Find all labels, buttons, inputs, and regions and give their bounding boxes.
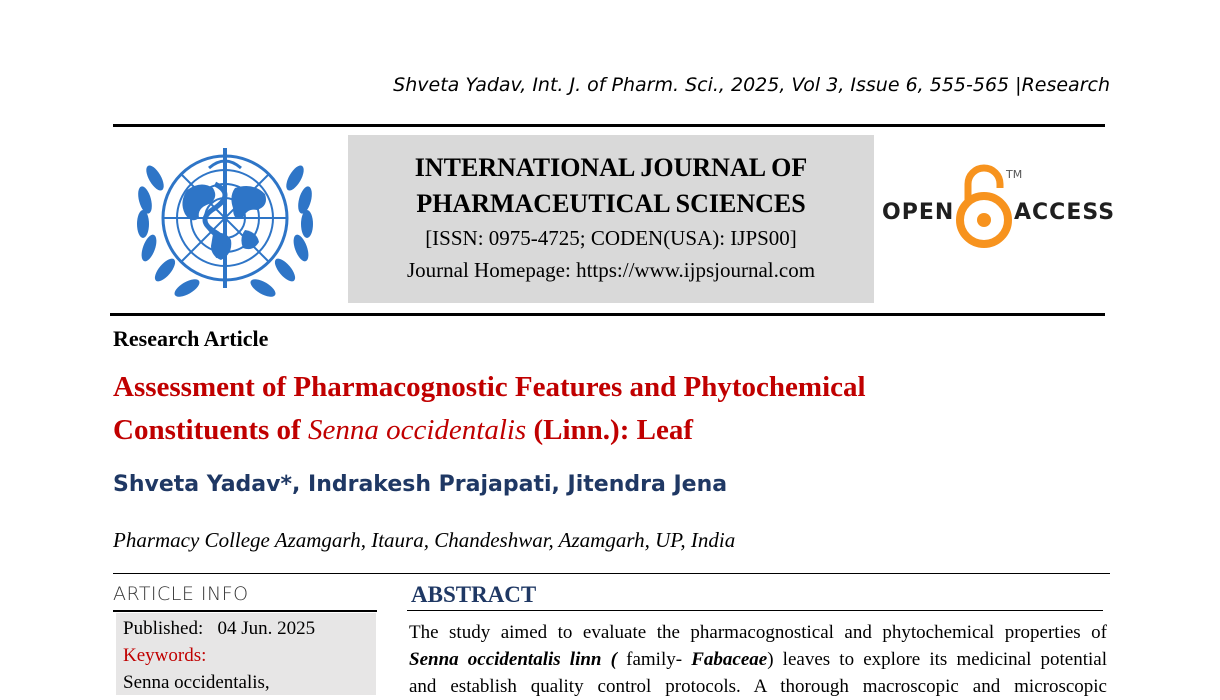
abstract-family: Fabaceae	[691, 649, 768, 670]
journal-homepage: Journal Homepage: https://www.ijpsjournal.com	[406, 258, 816, 282]
article-info-heading: ARTICLE INFO	[113, 583, 249, 605]
keyword-item: Senna occidentalis,	[123, 672, 270, 693]
open-access-logo	[880, 162, 1116, 257]
affiliation: Pharmacy College Azamgarh, Itaura, Chandeshwar, Azamgarh, UP, India	[113, 528, 736, 552]
journal-title-line1: INTERNATIONAL JOURNAL OF	[414, 153, 808, 182]
title-part2: Constituents of	[113, 414, 308, 446]
published-row	[123, 615, 376, 642]
published-date: 04 Jun. 2025	[217, 618, 316, 639]
article-info-box	[116, 613, 376, 695]
access-label: ACCESS	[1014, 200, 1116, 225]
journal-info-box	[348, 135, 874, 303]
header-rule-bottom	[110, 313, 1105, 316]
journal-issn: [ISSN: 0975-4725; CODEN(USA): IJPS00]	[425, 226, 797, 250]
title-part1: Assessment of Pharmacognostic Features and Phytochemical	[113, 371, 866, 403]
title-species: Senna occidentalis	[307, 414, 527, 446]
abstract-line3: and establish quality control protocols. A thorough macroscopic and microscopic	[409, 676, 1107, 697]
section-divider	[113, 573, 1110, 574]
running-header: Shveta Yadav, Int. J. of Pharm. Sci., 2025, Vol 3, Issue 6, 555-565 |Research	[393, 74, 1110, 96]
article-title	[113, 366, 1093, 452]
header-rule-top	[113, 124, 1105, 127]
published-label: Published:	[123, 618, 204, 639]
abstract-text	[409, 619, 1107, 700]
article-type: Research Article	[113, 326, 269, 351]
title-part3: (Linn.): Leaf	[526, 414, 693, 446]
abstract-line2-end: ) leaves to explore its medicinal potential	[767, 649, 1107, 670]
open-label: OPEN	[882, 200, 955, 225]
author-list: Shveta Yadav*, Indrakesh Prajapati, Jitendra Jena	[113, 472, 728, 497]
abstract-species: Senna occidentalis linn (	[409, 649, 617, 670]
abstract-heading: ABSTRACT	[411, 582, 537, 607]
abstract-line2	[409, 646, 1107, 673]
journal-emblem	[125, 138, 325, 306]
globe-emblem-icon	[125, 138, 325, 306]
article-info-rule	[113, 610, 377, 612]
abstract-family-prefix: family-	[616, 649, 692, 670]
trademark: TM	[1006, 168, 1023, 181]
journal-title-line2: PHARMACEUTICAL SCIENCES	[416, 189, 806, 218]
journal-title	[348, 150, 874, 222]
keywords-label: Keywords:	[123, 645, 207, 666]
open-lock-icon	[954, 162, 1014, 252]
abstract-line1: The study aimed to evaluate the pharmacognostical and phytochemical properties of	[409, 622, 1107, 643]
abstract-rule	[407, 610, 1103, 611]
